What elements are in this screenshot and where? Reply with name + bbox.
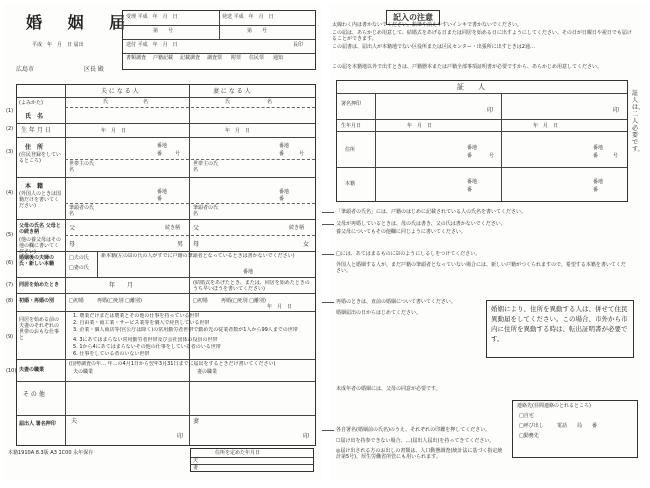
move-wife: 妻 — [193, 465, 199, 471]
witness2-ban: 番 — [593, 153, 599, 159]
husband-shi-label: 氏 — [103, 99, 109, 105]
callout-start: 婚姻届出の日からはじめてください。 — [336, 310, 422, 316]
witness-row-honseki: 本籍 — [345, 181, 356, 187]
witness2-birth[interactable]: 年 月 日 — [533, 123, 559, 129]
wife-mei-label: 名 — [267, 99, 273, 105]
sent-number: 第 号 — [247, 28, 268, 34]
wife-father: 父 — [193, 225, 200, 232]
callout-adoptive: 養父母についてもその他欄に同じように書いてください。 — [336, 229, 466, 235]
witness-table — [336, 80, 628, 202]
husband-seal[interactable]: 印 — [177, 433, 184, 440]
cohab-note: (結婚式をあげたとき、または、同居を始めたときのうち早いほうを書いてください) — [193, 280, 310, 292]
family-head-label-2: 筆頭者の氏名 — [193, 205, 219, 217]
other-field[interactable] — [67, 383, 313, 411]
work-item-5[interactable]: 5. 1から4にあてはまらないその他の仕事をしている者のいる世帯 — [73, 344, 221, 350]
move-husband: 夫 — [193, 458, 199, 464]
address-go-2: 号 — [299, 151, 305, 157]
furigana-label: (よみかた) — [19, 100, 43, 106]
contact-box — [512, 400, 638, 458]
callout-remarriage: 再婚のときは、直前の婚姻について書いてください。 — [336, 299, 456, 305]
husband-relation-label: 続き柄 — [165, 225, 181, 231]
witness1-birth[interactable]: 年 月 日 — [407, 123, 433, 129]
husband-first-opt[interactable]: □初婚 — [69, 298, 84, 304]
address-go: 号 — [175, 151, 181, 157]
address-banchi: 番地 — [157, 143, 168, 149]
witness1-ban: 番 — [467, 153, 473, 159]
row-work: 同居を始める前の夫妻のそれぞれの世帯のおもな仕事と — [19, 317, 60, 341]
work-item-6[interactable]: 6. 仕事をしている者のいない世帯 — [73, 351, 150, 357]
honseki-banchi-2: 番地 — [279, 189, 290, 195]
row-name: 氏 名 — [25, 113, 44, 120]
work-item-2[interactable]: 2. 自由業・商工業・サービス業等を個人で経営している世帯 — [73, 320, 210, 326]
col-wife: 妻 に な る 人 — [213, 88, 251, 95]
work-item-4[interactable]: 4. 3にあてはまらない常用勤労者世帯及び会社団体の役員の世帯 — [73, 337, 218, 343]
new-honseki-banchi: 番地 — [243, 269, 254, 275]
address-note: (住民登録をしているところ) — [19, 152, 61, 164]
callout-parents: 父母が再婚しているときは、母の氏は書き、父の氏は書かないでください。 — [336, 221, 506, 227]
form-footer-code: 本籍1910A 8.3版 A3 1C00 永年保存 — [8, 450, 94, 456]
callout-proxy: ☐届け出を持参できない場合、…(届出人届出)を持ってきてください。 — [336, 438, 495, 444]
filing-date[interactable]: 平成 年 月 日 届出 — [32, 42, 84, 48]
staff-col-4: 調査票 — [207, 55, 223, 61]
wife-first-opt[interactable]: □初婚 — [193, 298, 208, 304]
office-use-box — [122, 10, 316, 70]
witness1-h-banchi: 番地 — [467, 179, 478, 185]
husband-birth-field[interactable]: 年 月 日 — [101, 128, 127, 134]
address-ban-2: 番 — [279, 151, 285, 157]
received-number: 第 号 — [153, 28, 174, 34]
sign-wife-label: 妻 — [193, 418, 200, 425]
staff-col-3: 記載調査 — [180, 55, 201, 61]
husband-re-opt[interactable]: 再婚(□死別 □離別) — [97, 298, 142, 304]
witness2-h-banchi: 番地 — [593, 179, 604, 185]
move-date-box — [190, 448, 314, 472]
witness1-go: 号 — [489, 153, 495, 159]
note-2: この届は、あらかじめ用意して、結婚式をあげる日または同居を始める日に出すようにしてください。その日が日曜日や祝日でも届けることができます。 — [332, 30, 632, 42]
husband-son: 男 — [177, 241, 184, 248]
sign-husband-label: 夫 — [71, 418, 78, 425]
staff-col-2: 戸籍記載 — [153, 55, 174, 61]
husband-father: 父 — [69, 225, 76, 232]
row-address: 住 所 — [25, 144, 44, 151]
wife-job-label: 妻の職業 — [197, 369, 218, 375]
work-item-3[interactable]: 3. 企業・個人商店等(官公庁は除く)の常用勤労者世帯で勤め先の従業者数が1人から99人までの世帯 — [73, 327, 298, 333]
contact-work[interactable]: □勤務先 — [519, 433, 539, 439]
row-number-8: (8) — [6, 298, 14, 304]
row-birth: 生 年 月 日 — [21, 127, 51, 134]
row-other: そ の 他 — [23, 391, 45, 398]
job-note: (国勢調査の年… 年…の4月1日から翌年3月31日までに届出をするときだけ書いてください) — [69, 361, 276, 367]
row-parents: 父母の氏名 父母との続き柄 — [19, 223, 61, 235]
staff-col-5: 附票 — [231, 55, 242, 61]
honseki-ban-2: 番 — [279, 196, 285, 202]
contact-title: 連絡先(昼間連絡のとれるところ) — [517, 403, 591, 409]
row-honseki: 本 籍 — [25, 183, 44, 190]
contact-phone[interactable]: 電話 局 番 — [557, 423, 598, 429]
note-3: この届書は、届出人が本籍地でない区役所または区民センター・出張所に出すときは2通… — [332, 44, 535, 50]
witness1-h-ban: 番 — [467, 187, 473, 193]
honseki-banchi: 番地 — [157, 189, 168, 195]
addressee-suffix: 区長 殿 — [84, 66, 104, 73]
household-head-label: 世帯主の氏名 — [69, 161, 95, 173]
parents-note: (他の養父母はその他の欄に書いてください) — [19, 237, 61, 255]
callout-foreigner: 外国人と婚姻する人が、まだ戸籍の筆頭者となっていない場合には、新しい戸籍がつくられますので、希望する本籍を書いてください。 — [336, 262, 626, 274]
witness-row-birth: 生年月日 — [341, 123, 362, 129]
addressee-city: 広島市 — [16, 66, 35, 73]
form-title: 婚 姻 届 — [26, 13, 136, 32]
row-job: 夫妻の職業 — [19, 367, 45, 373]
sent-date: 発送 平成 年 月 日 — [222, 14, 274, 20]
callout-sign: 各自署名(婚姻前の氏名)のうえ、それぞれの印鑑を押してください。 — [336, 427, 491, 433]
marriage-form-left-page — [4, 4, 322, 480]
opt-wife-surname[interactable]: □妻の氏 — [69, 265, 89, 271]
witness2-go: 号 — [613, 153, 619, 159]
husband-name-field[interactable] — [67, 109, 187, 121]
callout-checkbox: □には、あてはまるものに☑のようにしるしをつけてください。 — [336, 251, 481, 257]
notes-heading: 記入の注意 — [386, 10, 440, 25]
wife-re-date[interactable]: 年 月 日 — [267, 304, 293, 310]
contact-call[interactable]: □呼び出し — [519, 423, 544, 429]
honseki-note: (外国人のときは国籍だけを書いてください) — [19, 191, 61, 209]
witness-side-note: 証人は、二人必要です。 — [632, 90, 645, 153]
staff-col-6: 住民票 — [249, 55, 265, 61]
household-head-label-2: 世帯主の氏名 — [193, 161, 219, 173]
wife-birth-field[interactable]: 年 月 日 — [225, 128, 251, 134]
received-date: 受理 平成 年 月 日 — [126, 14, 178, 20]
husband-job-label: 夫の職業 — [73, 369, 94, 375]
new-honseki-note: 新本籍(左の☑の氏の人がすでに戸籍の筆頭者となっているときは書かないでください) — [101, 253, 295, 259]
witness2-h-ban: 番 — [593, 187, 599, 193]
wife-relation-label: 続き柄 — [289, 225, 305, 231]
address-banchi-2: 番地 — [279, 143, 290, 149]
row-number-10: (10) — [6, 368, 17, 374]
note-1: 太線わく内は書かないでください。鉛筆や消えやすいインキで書かないでください。 — [332, 22, 523, 28]
row-cohab: 同居を始めたとき — [19, 282, 60, 288]
contact-home[interactable]: □自宅 — [519, 413, 534, 419]
husband-mei-label: 名 — [143, 99, 149, 105]
witness-title: 証 人 — [457, 83, 485, 91]
move-notice-box — [486, 300, 634, 358]
row-first: 初婚・再婚の別 — [19, 298, 55, 304]
row-number-3: (3) — [6, 149, 14, 155]
opt-husband-surname[interactable]: □夫の氏 — [69, 255, 89, 261]
row-number-9: (9) — [6, 334, 14, 340]
notes-right-page — [330, 4, 646, 480]
wife-seal[interactable]: 印 — [303, 433, 310, 440]
main-form-grid — [16, 84, 316, 446]
callout-stats: ◎届け出される方のお出しの書類は、人口動態調査(統計法に基づく指定統計第5号)、厚生労働省所管にも用いられます。 — [336, 448, 503, 460]
wife-shi-label: 氏 — [225, 99, 231, 105]
note-4: この届を本籍地以外で出すときは、戸籍謄本または戸籍全部事項証明書が必要ですから、あらかじめ用意してください。 — [332, 64, 603, 70]
staff-col-7: 通知 — [273, 55, 284, 61]
callout-family-head: 「筆頭者の氏名」には、戸籍のはじめに記載されている人の氏名を書いてください。 — [336, 209, 527, 215]
wife-daughter: 女 — [303, 241, 310, 248]
address-ban: 番 — [157, 151, 163, 157]
honseki-ban: 番 — [157, 196, 163, 202]
wife-mother: 母 — [193, 241, 200, 248]
row-number-4: (4) — [6, 190, 14, 196]
move-date-label: 住所を定めた年月日 — [215, 450, 261, 456]
witness-row-sign: 署名押印 — [341, 101, 362, 107]
witness1-banchi: 番地 — [467, 145, 478, 151]
row-number-5: (5) — [6, 232, 14, 238]
row-number-6: (6) — [6, 260, 14, 266]
family-head-label: 筆頭者の氏名 — [69, 205, 95, 217]
move-notice: 婚姻により、住所を異動する人は、併せて住民異動届をしてください。この場合、市外から市内に住所を異動する時は、転出証明書が必要です。 — [491, 305, 628, 343]
transfer-date: 送付 平成 年 月 日 — [126, 42, 178, 48]
row-surname: 婚姻後の夫婦の氏・新しい本籍 — [19, 255, 55, 267]
wife-name-field[interactable] — [191, 109, 313, 121]
row-number-2: (2) — [6, 126, 14, 132]
row-number-1: (1) — [6, 108, 14, 114]
col-husband: 夫 に な る 人 — [101, 88, 139, 95]
callout-minor: 未成年者の婚姻には、父母の同意が必要です。 — [336, 386, 441, 392]
husband-mother: 母 — [69, 241, 76, 248]
wife-re-opt[interactable]: 再婚(□死別 □離別) — [221, 298, 266, 304]
witness1-seal[interactable]: 印 — [487, 107, 494, 114]
witness2-seal[interactable]: 印 — [613, 107, 620, 114]
witness2-banchi: 番地 — [593, 145, 604, 151]
row-number-7: (7) — [6, 282, 14, 288]
cohab-field[interactable]: 年 月 — [109, 282, 134, 289]
work-item-1[interactable]: 1. 農業だけまたは農業とその他の仕事を持っている世帯 — [73, 313, 200, 319]
staff-col-1: 書類調査 — [126, 55, 147, 61]
row-sign: 届出人 署名押印 — [19, 421, 56, 427]
witness-row-address: 住所 — [345, 147, 356, 153]
chief-seal: 長印 — [293, 42, 304, 48]
